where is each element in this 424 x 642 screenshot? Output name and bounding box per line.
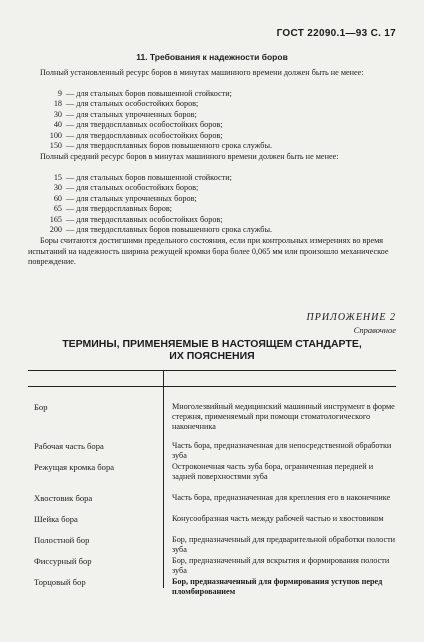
table-top-rule	[28, 370, 396, 371]
definition-cell: Многолезвийный медицинский машинный инструмент в форме стержня, применяемый при помощи стоматологического наконечника	[172, 402, 395, 432]
list-item-text: — для твердосплавных особостойких боров;	[66, 120, 223, 130]
list-item-number: 60	[53, 193, 62, 203]
resource-list-mean	[28, 173, 398, 235]
list-item-number: 40	[53, 120, 62, 130]
section-title: 11. Требования к надежности боров	[136, 52, 288, 62]
paragraph-mean-resource: Полный средний ресурс боров в минутах машинного времени должен быть не менее:	[40, 152, 339, 161]
list-item-number: 9	[57, 89, 62, 98]
term-cell: Рабочая часть бора	[34, 441, 104, 451]
list-item-number: 30	[53, 109, 62, 119]
definition-cell: Конусообразная часть между рабочей частью и хвостовиком	[172, 514, 384, 523]
list-item	[28, 120, 398, 130]
list-item-number: 165	[49, 214, 62, 224]
list-item	[28, 215, 398, 225]
term-cell: Торцовый бор	[34, 577, 86, 587]
list-item-text: — для стальных упрочненных боров;	[66, 109, 197, 119]
list-item	[28, 173, 398, 183]
terms-heading-line-1: ТЕРМИНЫ, ПРИМЕНЯЕМЫЕ В НАСТОЯЩЕМ СТАНДАРТЕ,	[62, 338, 362, 350]
list-item-text: — для твердосплавных боров;	[66, 204, 172, 214]
appendix-label	[307, 312, 397, 335]
list-item-text: — для твердосплавных боров повышенного срока службы.	[66, 141, 273, 151]
list-item	[28, 183, 398, 193]
list-item	[28, 131, 398, 141]
appendix-title: ПРИЛОЖЕНИЕ 2	[306, 312, 396, 323]
list-item	[28, 110, 398, 120]
term-cell: Фиссурный бор	[34, 556, 92, 566]
list-item-text: — для стальных боров повышенной стойкости;	[66, 89, 232, 98]
list-item-text: — для твердосплавных особостойких боров;	[66, 214, 223, 224]
list-item-number: 65	[53, 204, 62, 214]
list-item-number: 100	[49, 130, 62, 140]
definition-cell: Часть бора, предназначенная для крепления его в наконечнике	[172, 493, 391, 502]
list-item	[28, 89, 398, 99]
term-cell: Бор	[34, 402, 48, 412]
list-item-text: — для стальных особостойких боров;	[66, 99, 199, 109]
term-cell: Шейка бора	[34, 514, 78, 524]
list-item-number: 18	[53, 99, 62, 109]
list-item-text: — для твердосплавных боров повышенного срока службы.	[66, 225, 273, 235]
definition-cell: Бор, предназначенный для предварительной обработки полости зуба	[172, 535, 396, 555]
definition-cell: Бор, предназначенный для формирования уступов перед пломбированием	[172, 577, 383, 597]
list-item-text: — для стальных боров повышенной стойкости;	[66, 173, 232, 182]
term-cell: Режущая кромка бора	[34, 462, 115, 472]
term-cell: Хвостовик бора	[34, 493, 93, 503]
list-item-number: 30	[53, 183, 62, 193]
definition-cell: Бор, предназначенный для вскрытия и формирования полости зуба	[172, 556, 390, 576]
table-header-rule	[28, 386, 396, 387]
list-item-number: 200	[49, 225, 62, 235]
list-item-text: — для твердосплавных особостойких боров;	[66, 130, 223, 140]
definition-cell: Часть бора, предназначенная для непосредственной обработки зуба	[172, 441, 392, 461]
list-item	[28, 204, 398, 214]
definition-cell: Остроконечная часть зуба бора, ограниченная передней и задней поверхностями зуба	[172, 462, 374, 482]
list-item-number: 15	[53, 173, 62, 182]
list-item-text: — для стальных особостойких боров;	[66, 183, 199, 193]
resource-list-installed	[28, 89, 398, 151]
list-item	[28, 194, 398, 204]
paragraph-full-resource: Полный установленный ресурс боров в минутах машинного времени должен быть не менее:	[40, 68, 364, 77]
appendix-subtitle: Справочное	[353, 325, 396, 335]
list-item	[28, 225, 398, 235]
terms-heading	[0, 338, 424, 362]
list-item	[28, 141, 398, 151]
terms-heading-line-2: ИХ ПОЯСНЕНИЯ	[169, 350, 255, 362]
page-header: ГОСТ 22090.1—93 С. 17	[276, 28, 396, 39]
paragraph-limit-state: Боры считаются достигшими предельного состояния, если при контрольных измерениях во время испытаний на надежность ширина режущей кромки бора более 0,065 мм или произошло механическое повреждение.	[28, 236, 389, 266]
table-column-divider	[163, 370, 164, 588]
list-item-text: — для стальных упрочненных боров;	[66, 193, 197, 203]
term-cell: Полостной бор	[34, 535, 90, 545]
list-item	[28, 99, 398, 109]
list-item-number: 150	[49, 141, 62, 151]
